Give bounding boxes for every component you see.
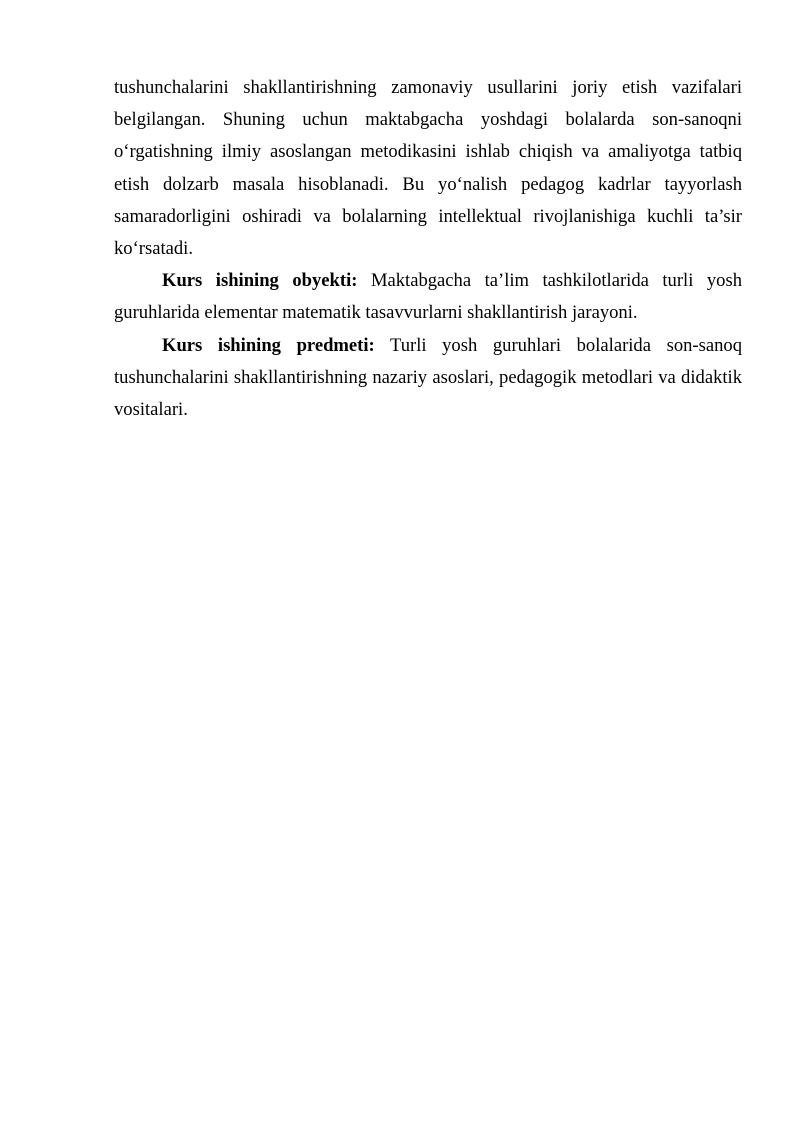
document-page — [114, 72, 742, 426]
subject-text: Turli yosh guruhlari bolalarida son-sanoq tushunchalarini shakllantirishning nazariy asoslari, pedagogik metodlari va didaktik vositalari. — [114, 334, 742, 421]
paragraph-intro — [114, 72, 742, 265]
paragraph-intro-text: tushunchalarini shakllantirishning zamonaviy usullarini joriy etish vazifalari belgilangan. Shuning uchun maktabgacha yoshdagi bolalarda son-sanoqni o‘rgatishning ilmiy asoslangan metodikasini ishlab chiqish va amaliyotga tatbiq etish dolzarb masala hisoblanadi. Bu yo‘nalish pedagog kadrlar tayyorlash samaradorligini oshiradi va bolalarning intellektual rivojlanishiga kuchli ta’sir ko‘rsatadi. — [114, 77, 742, 260]
subject-label: Kurs ishining predmeti: — [162, 334, 375, 356]
paragraph-subject — [114, 330, 742, 427]
object-text: Maktabgacha ta’lim tashkilotlarida turli yosh guruhlarida elementar matematik tasavvurlarni shakllantirish jarayoni. — [114, 270, 742, 324]
object-label: Kurs ishining obyekti: — [162, 270, 358, 292]
paragraph-object — [114, 265, 742, 329]
